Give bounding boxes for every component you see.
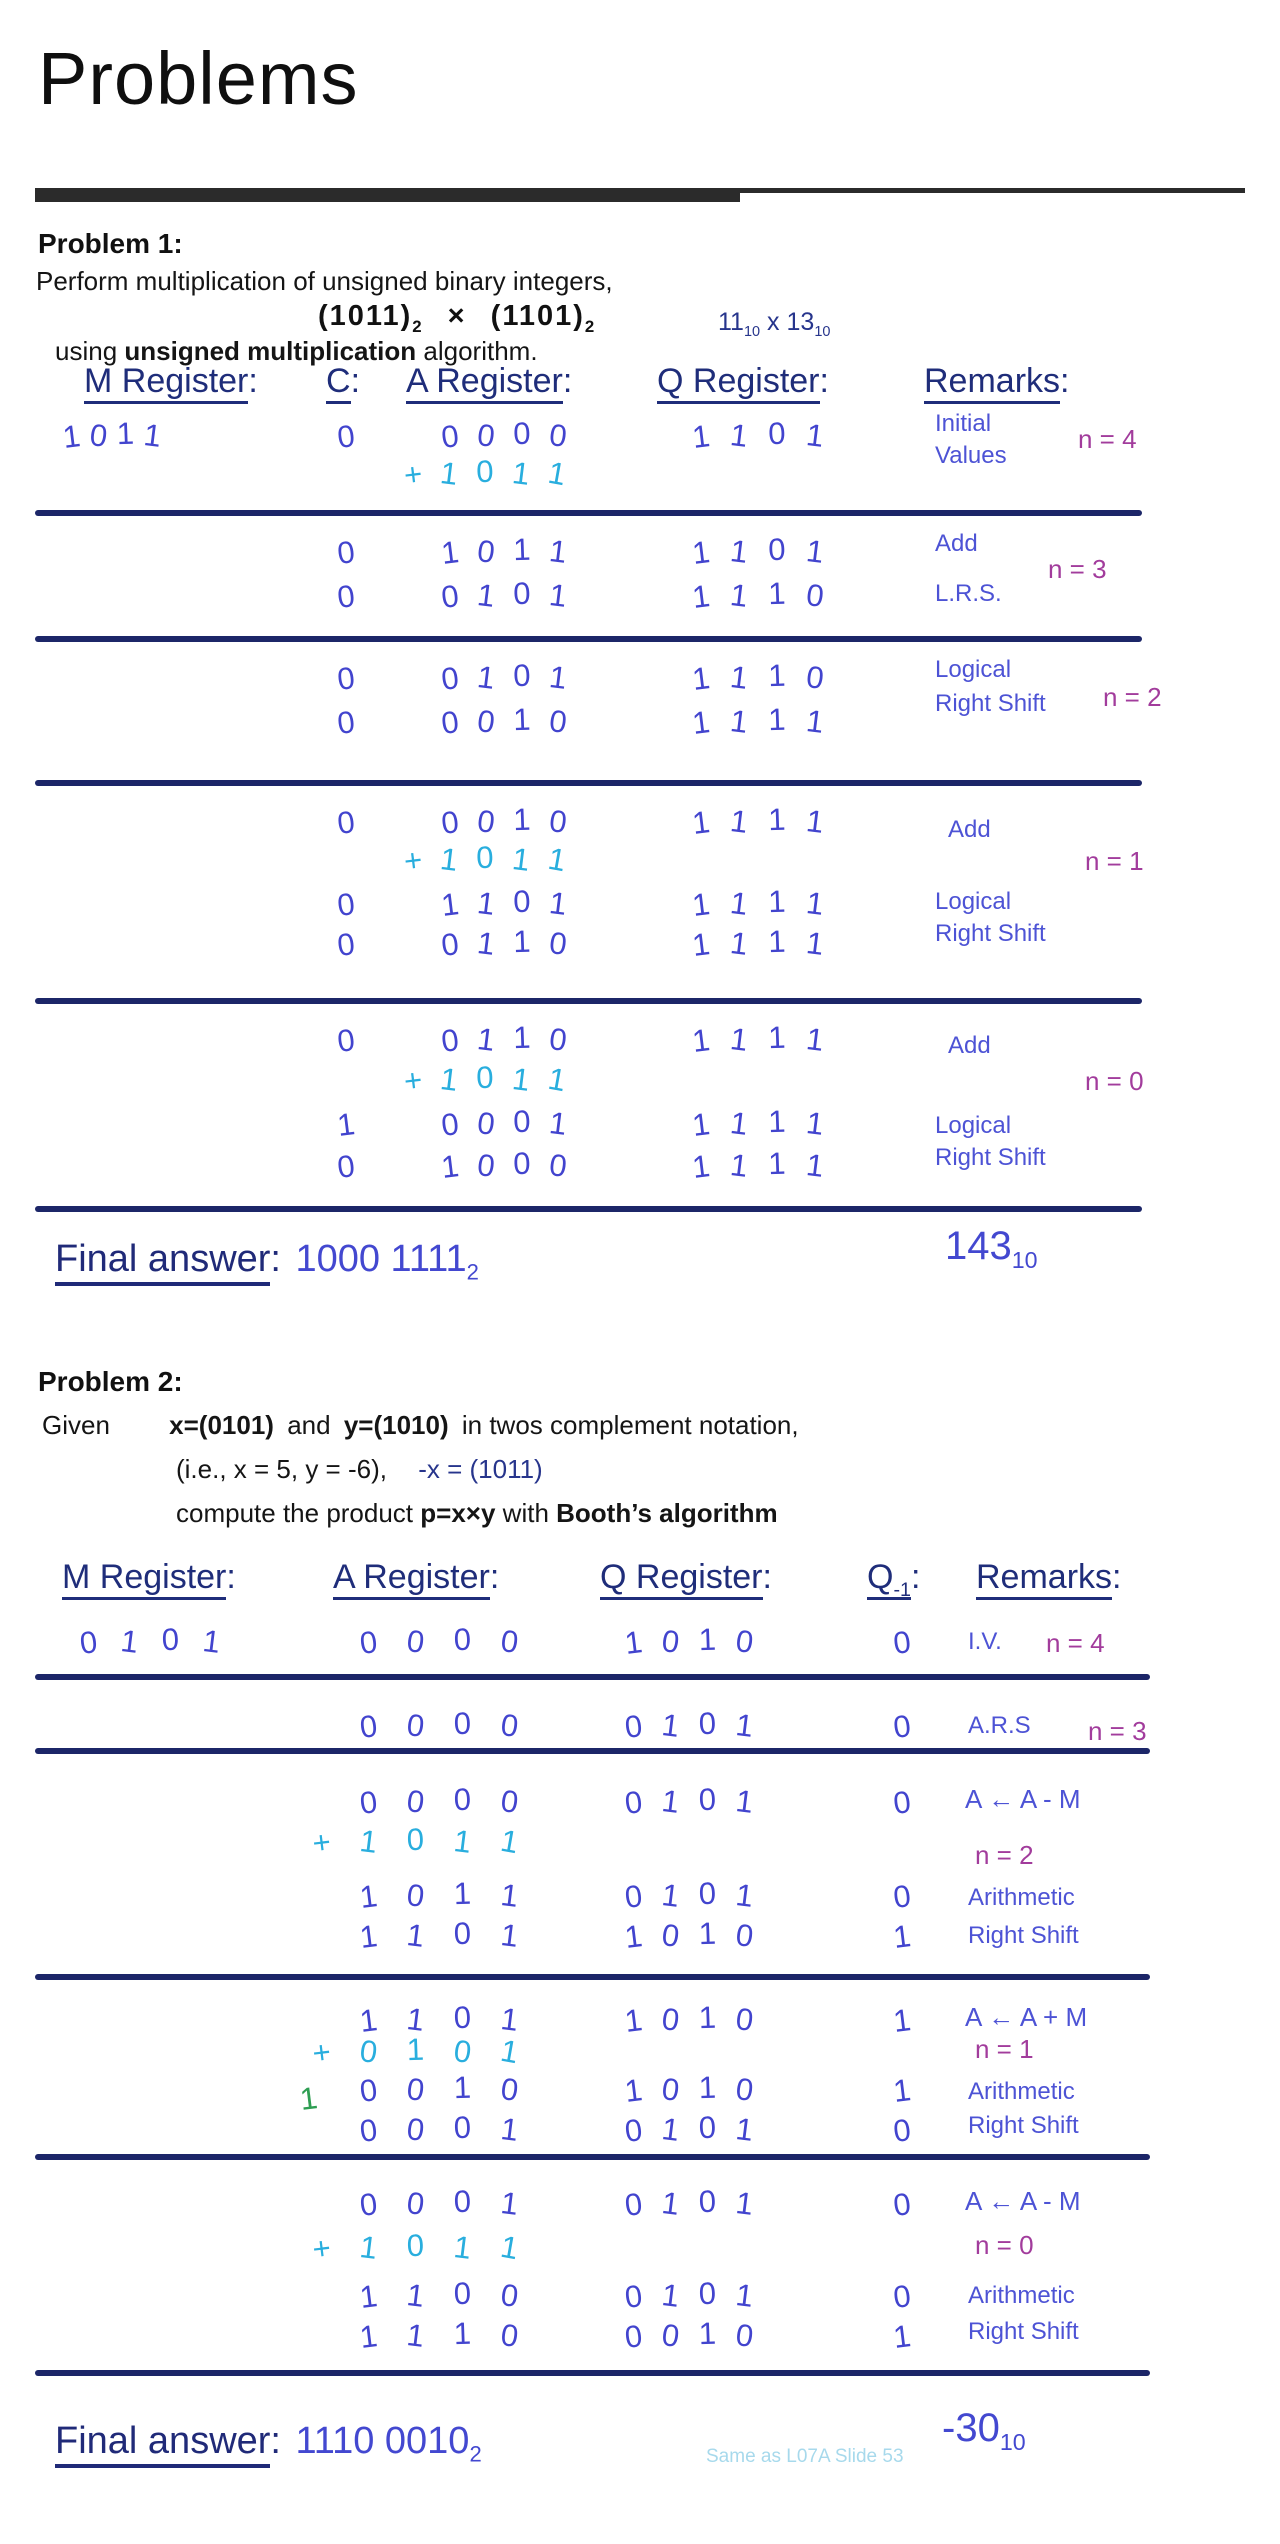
q-register-value: 1 0 1 0 <box>622 1999 756 2039</box>
q-register-value: 1 0 1 0 <box>622 1915 756 1955</box>
problem1-heading: Problem 1: <box>38 228 183 259</box>
q-minus1-bit: 0 <box>891 2278 913 2315</box>
remark: Add <box>948 1032 991 1059</box>
a-register-value: 0 0 0 0 <box>357 1781 521 1821</box>
a-register-value: 1 1 0 1 <box>439 883 569 923</box>
remark: Logical <box>935 888 1012 915</box>
a-register-value: 0 0 0 0 <box>357 1705 521 1745</box>
t1-header-c: C: <box>326 362 360 401</box>
remark: I.V. <box>968 1628 1002 1655</box>
a-register-value: 0 0 0 1 <box>439 1103 569 1143</box>
final-answer-value: 1110 $0010_2$ <box>295 2420 482 2467</box>
q-register-value: 1 1 1 1 <box>690 701 826 741</box>
remark: Initial <box>935 410 992 437</box>
a-register-value: 0 0 0 0 <box>357 1621 521 1661</box>
a-register-value: 1 1 0 1 <box>357 1915 521 1955</box>
table-rule <box>35 2154 1150 2160</box>
t2-header-q: Q Register: <box>600 1558 772 1597</box>
a-register-value: 0 1 1 0 <box>439 1019 569 1059</box>
remark: Arithmetic <box>968 2078 1075 2105</box>
page-title: Problems <box>38 37 359 120</box>
c-bit: 0 <box>335 704 357 741</box>
algorithm-line: using unsigned multiplication algorithm. <box>55 336 538 366</box>
q-register-value: 1 1 1 0 <box>690 657 826 697</box>
t2-header-remarks: Remarks: <box>976 1558 1121 1597</box>
remark: Logical <box>935 656 1012 683</box>
n-counter: n = 2 <box>1103 682 1162 712</box>
q-register-value: 0 1 0 1 <box>622 2109 756 2149</box>
q-register-value: 1 1 1 1 <box>690 1019 826 1059</box>
c-bit: 0 <box>335 418 357 455</box>
q-register-value: 0 1 0 1 <box>622 2183 756 2223</box>
c-bit: 0 <box>335 926 357 963</box>
table-rule <box>35 1748 1150 1754</box>
title-rule-thin <box>740 188 1245 193</box>
times-sign: × <box>447 300 467 332</box>
decimal-result: $-30_{10}$ <box>942 2406 1026 2455</box>
t2-header-qminus1: $Q_{-1}$: <box>867 1558 921 1601</box>
remark: Arithmetic <box>968 1884 1075 1911</box>
table-rule <box>35 1206 1142 1212</box>
carry-bit: 1 <box>297 2080 320 2117</box>
table-rule <box>35 636 1142 642</box>
q-minus1-bit: 0 <box>891 2186 913 2223</box>
plus-operand: + 1 0 1 1 <box>310 1821 522 1861</box>
a-register-value: 1 0 1 1 <box>439 531 569 571</box>
n-counter: n = 4 <box>1046 1628 1105 1658</box>
problem2-compute-line: compute the product p=x×y with Booth’s algorithm <box>176 1498 778 1528</box>
q-minus1-bit: 1 <box>891 2072 913 2109</box>
remark: Add <box>935 530 978 557</box>
final-answer-label: Final answer <box>55 2420 270 2468</box>
n-counter: n = 2 <box>975 1840 1034 1870</box>
m-register-value: 1 0 1 1 <box>60 415 164 455</box>
problem2-given-line: Given x=(0101) and y=(1010) in twos complement notation, <box>42 1410 799 1440</box>
n-counter: n = 3 <box>1088 1716 1147 1746</box>
remark: A.R.S <box>968 1712 1031 1739</box>
c-bit: 0 <box>335 578 357 615</box>
q-register-value: 1 1 0 1 <box>690 415 826 455</box>
a-register-value: 1 0 0 0 <box>439 1145 569 1185</box>
remark: Right Shift <box>935 920 1046 947</box>
a-register-value: 0 0 1 0 <box>357 2069 521 2109</box>
plus-operand: + 1 0 1 1 <box>401 1059 569 1099</box>
remark: Right Shift <box>935 690 1046 717</box>
remark: A ← A - M <box>965 2186 1081 2216</box>
table-rule <box>35 2370 1150 2376</box>
table-rule <box>35 510 1142 516</box>
problem2-ie-line: (i.e., x = 5, y = -6), -x = (1011) <box>176 1454 543 1484</box>
title-rule-thick <box>35 188 740 202</box>
decimal-expression: $11_{10}$ x $13_{10}$ <box>718 308 831 340</box>
q-minus1-bit: 1 <box>891 2318 913 2355</box>
remark: L.R.S. <box>935 580 1002 607</box>
q-register-value: 0 1 0 1 <box>622 2275 756 2315</box>
c-bit: 0 <box>335 1022 357 1059</box>
final-answer-value: 1000 $1111_2$ <box>295 1238 479 1285</box>
remark: Right Shift <box>968 2112 1079 2139</box>
c-bit: 0 <box>335 534 357 571</box>
a-register-value: 0 1 0 1 <box>439 575 569 615</box>
q-register-value: 1 1 1 1 <box>690 1103 826 1143</box>
c-bit: 0 <box>335 886 357 923</box>
final-answer-line: Final answer: 1110 $0010_2$ <box>55 2420 482 2467</box>
t1-header-a: A Register: <box>406 362 572 401</box>
binary-expression: $(1011)_2 \times (1101)_2$ <box>318 300 597 336</box>
a-register-value: 1 1 0 0 <box>357 2275 521 2315</box>
plus-operand: + 1 0 1 1 <box>401 839 569 879</box>
t1-header-m: M Register: <box>84 362 258 401</box>
table-rule <box>35 998 1142 1004</box>
a-register-value: 0 0 0 0 <box>439 415 569 455</box>
n-counter: n = 0 <box>1085 1066 1144 1096</box>
remark: Right Shift <box>968 1922 1079 1949</box>
t1-header-remarks: Remarks: <box>924 362 1069 401</box>
remark: A ← A - M <box>965 1784 1081 1814</box>
table-rule <box>35 1974 1150 1980</box>
a-register-value: 0 0 0 1 <box>357 2109 521 2149</box>
plus-operand: + 1 0 1 1 <box>401 453 569 493</box>
a-register-value: 0 0 1 0 <box>439 701 569 741</box>
a-register-value: 0 1 1 0 <box>439 923 569 963</box>
q-register-value: 1 1 1 1 <box>690 923 826 963</box>
q-minus1-bit: 0 <box>891 1708 913 1745</box>
n-counter: n = 1 <box>1085 846 1144 876</box>
c-bit: 1 <box>335 1106 357 1143</box>
multiplicand: (1011) <box>318 300 413 332</box>
problem1-intro: Perform multiplication of unsigned binary integers, <box>36 266 613 296</box>
q-register-value: 0 1 0 1 <box>622 1781 756 1821</box>
a-register-value: 1 1 1 0 <box>357 2315 521 2355</box>
a-register-value: 0 0 1 0 <box>439 801 569 841</box>
multiplier: (1101) <box>490 300 585 332</box>
q-register-value: 1 1 0 1 <box>690 531 826 571</box>
plus-operand: + 1 0 1 1 <box>310 2227 522 2267</box>
remark: A ← A + M <box>965 2002 1088 2032</box>
plus-operand: + 0 1 0 1 <box>310 2031 522 2071</box>
q-minus1-bit: 0 <box>891 2112 913 2149</box>
q-register-value: 1 1 1 1 <box>690 883 826 923</box>
n-counter: n = 4 <box>1078 424 1137 454</box>
n-counter: n = 1 <box>975 2034 1034 2064</box>
m-register-value: 0 1 0 1 <box>77 1621 223 1661</box>
neg-x-note: -x = (1011) <box>418 1454 543 1484</box>
c-bit: 0 <box>335 660 357 697</box>
q-register-value: 0 0 1 0 <box>622 2315 756 2355</box>
remark: Logical <box>935 1112 1012 1139</box>
q-minus1-bit: 0 <box>891 1784 913 1821</box>
q-register-value: 1 0 1 0 <box>622 2069 756 2109</box>
remark: Right Shift <box>935 1144 1046 1171</box>
n-counter: n = 3 <box>1048 554 1107 584</box>
t1-header-q: Q Register: <box>657 362 829 401</box>
q-register-value: 0 1 0 1 <box>622 1705 756 1745</box>
q-minus1-bit: 0 <box>891 1624 913 1661</box>
slide-reference-note: Same as L07A Slide 53 <box>706 2446 904 2467</box>
a-register-value: 0 0 0 1 <box>357 2183 521 2223</box>
q-minus1-bit: 0 <box>891 1878 913 1915</box>
a-register-value: 0 1 0 1 <box>439 657 569 697</box>
q-register-value: 1 0 1 0 <box>622 1621 756 1661</box>
table-rule <box>35 780 1142 786</box>
problem2-heading: Problem 2: <box>38 1366 183 1397</box>
table-rule <box>35 1674 1150 1680</box>
q-register-value: 0 1 0 1 <box>622 1875 756 1915</box>
c-bit: 0 <box>335 1148 357 1185</box>
decimal-result: $143_{10}$ <box>945 1224 1038 1273</box>
c-bit: 0 <box>335 804 357 841</box>
q-register-value: 1 1 1 1 <box>690 801 826 841</box>
a-register-value: 1 0 1 1 <box>357 1875 521 1915</box>
remark: Arithmetic <box>968 2282 1075 2309</box>
remark: Values <box>935 442 1007 469</box>
n-counter: n = 0 <box>975 2230 1034 2260</box>
final-answer-line: Final answer: 1000 $1111_2$ <box>55 1238 479 1285</box>
final-answer-label: Final answer <box>55 1238 270 1286</box>
q-minus1-bit: 1 <box>891 2002 913 2039</box>
t2-header-m: M Register: <box>62 1558 236 1597</box>
t2-header-a: A Register: <box>333 1558 499 1597</box>
q-register-value: 1 1 1 1 <box>690 1145 826 1185</box>
q-minus1-bit: 1 <box>891 1918 913 1955</box>
a-register-value: 1 1 0 1 <box>357 1999 521 2039</box>
remark: Add <box>948 816 991 843</box>
remark: Right Shift <box>968 2318 1079 2345</box>
q-register-value: 1 1 1 0 <box>690 575 826 615</box>
